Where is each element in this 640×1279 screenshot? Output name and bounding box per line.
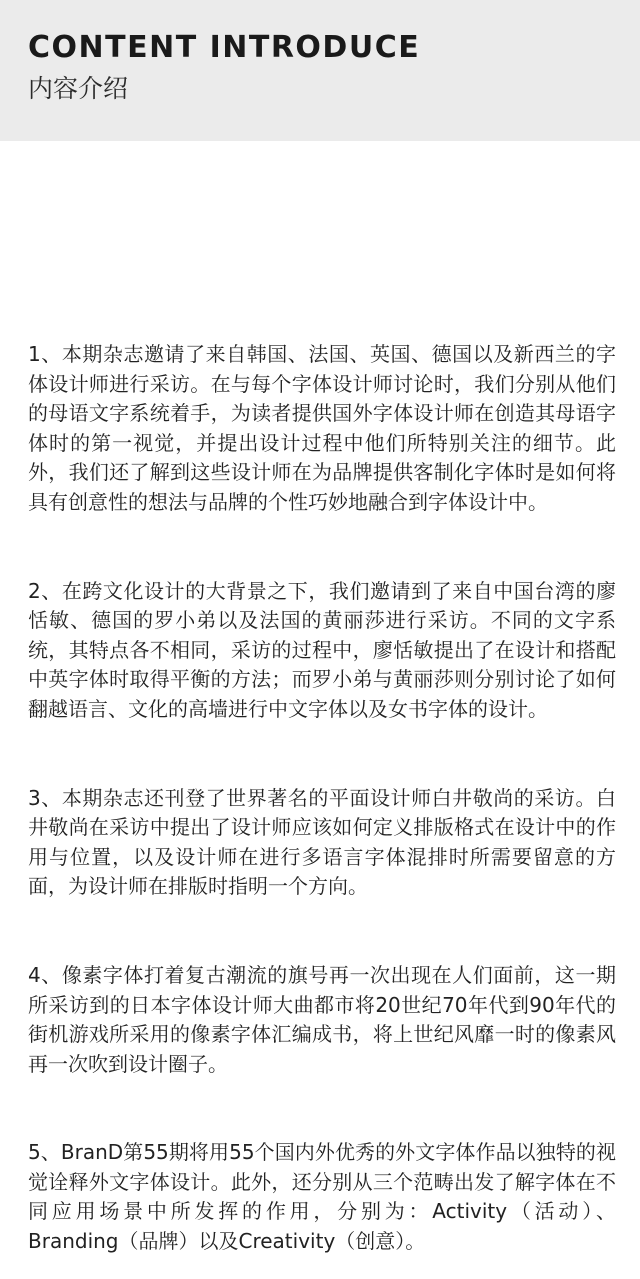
header (0, 0, 640, 141)
content-body (0, 141, 640, 1257)
paragraph-1: 1、本期杂志邀请了来自韩国、法国、英国、德国以及新西兰的字体设计师进行采访。在与每个字体设计师讨论时，我们分别从他们的母语文字系统着手，为读者提供国外字体设计师在创造其母语字体时的第一视觉，并提出设计过程中他们所特别关注的细节。此外，我们还了解到这些设计师在为品牌提供客制化字体时是如何将具有创意性的想法与品牌的个性巧妙地融合到字体设计中。 (28, 342, 616, 514)
page-title: CONTENT INTRODUCE (28, 30, 421, 65)
paragraph-4: 4、像素字体打着复古潮流的旗号再一次出现在人们面前，这一期所采访到的日本字体设计师大曲都市将20世纪70年代到90年代的街机游戏所采用的像素字体汇编成书，将上世纪风靡一时的像素风再一次吹到设计圈子。 (28, 962, 616, 1076)
paragraph-2: 2、在跨文化设计的大背景之下，我们邀请到了来自中国台湾的廖恬敏、德国的罗小弟以及法国的黄丽莎进行采访。不同的文字系统，其特点各不相同，采访的过程中，廖恬敏提出了在设计和搭配中英字体时取得平衡的方法；而罗小弟与黄丽莎则分别讨论了如何翻越语言、文化的高墙进行中文字体以及女书字体的设计。 (28, 578, 616, 721)
paragraph-3: 3、本期杂志还刊登了世界著名的平面设计师白井敬尚的采访。白井敬尚在采访中提出了设计师应该如何定义排版格式在设计中的作用与位置，以及设计师在进行多语言字体混排时所需要留意的方面，为设计师在排版时指明一个方向。 (28, 785, 616, 899)
page-subtitle: 内容介绍 (28, 74, 129, 103)
paragraph-5: 5、BranD第55期将用55个国内外优秀的外文字体作品以独特的视觉诠释外文字体设计。此外，还分别从三个范畴出发了解字体在不同应用场景中所发挥的作用，分别为：Activity（活动）、Branding（品牌）以及Creativity（创意）。 (28, 1140, 616, 1254)
